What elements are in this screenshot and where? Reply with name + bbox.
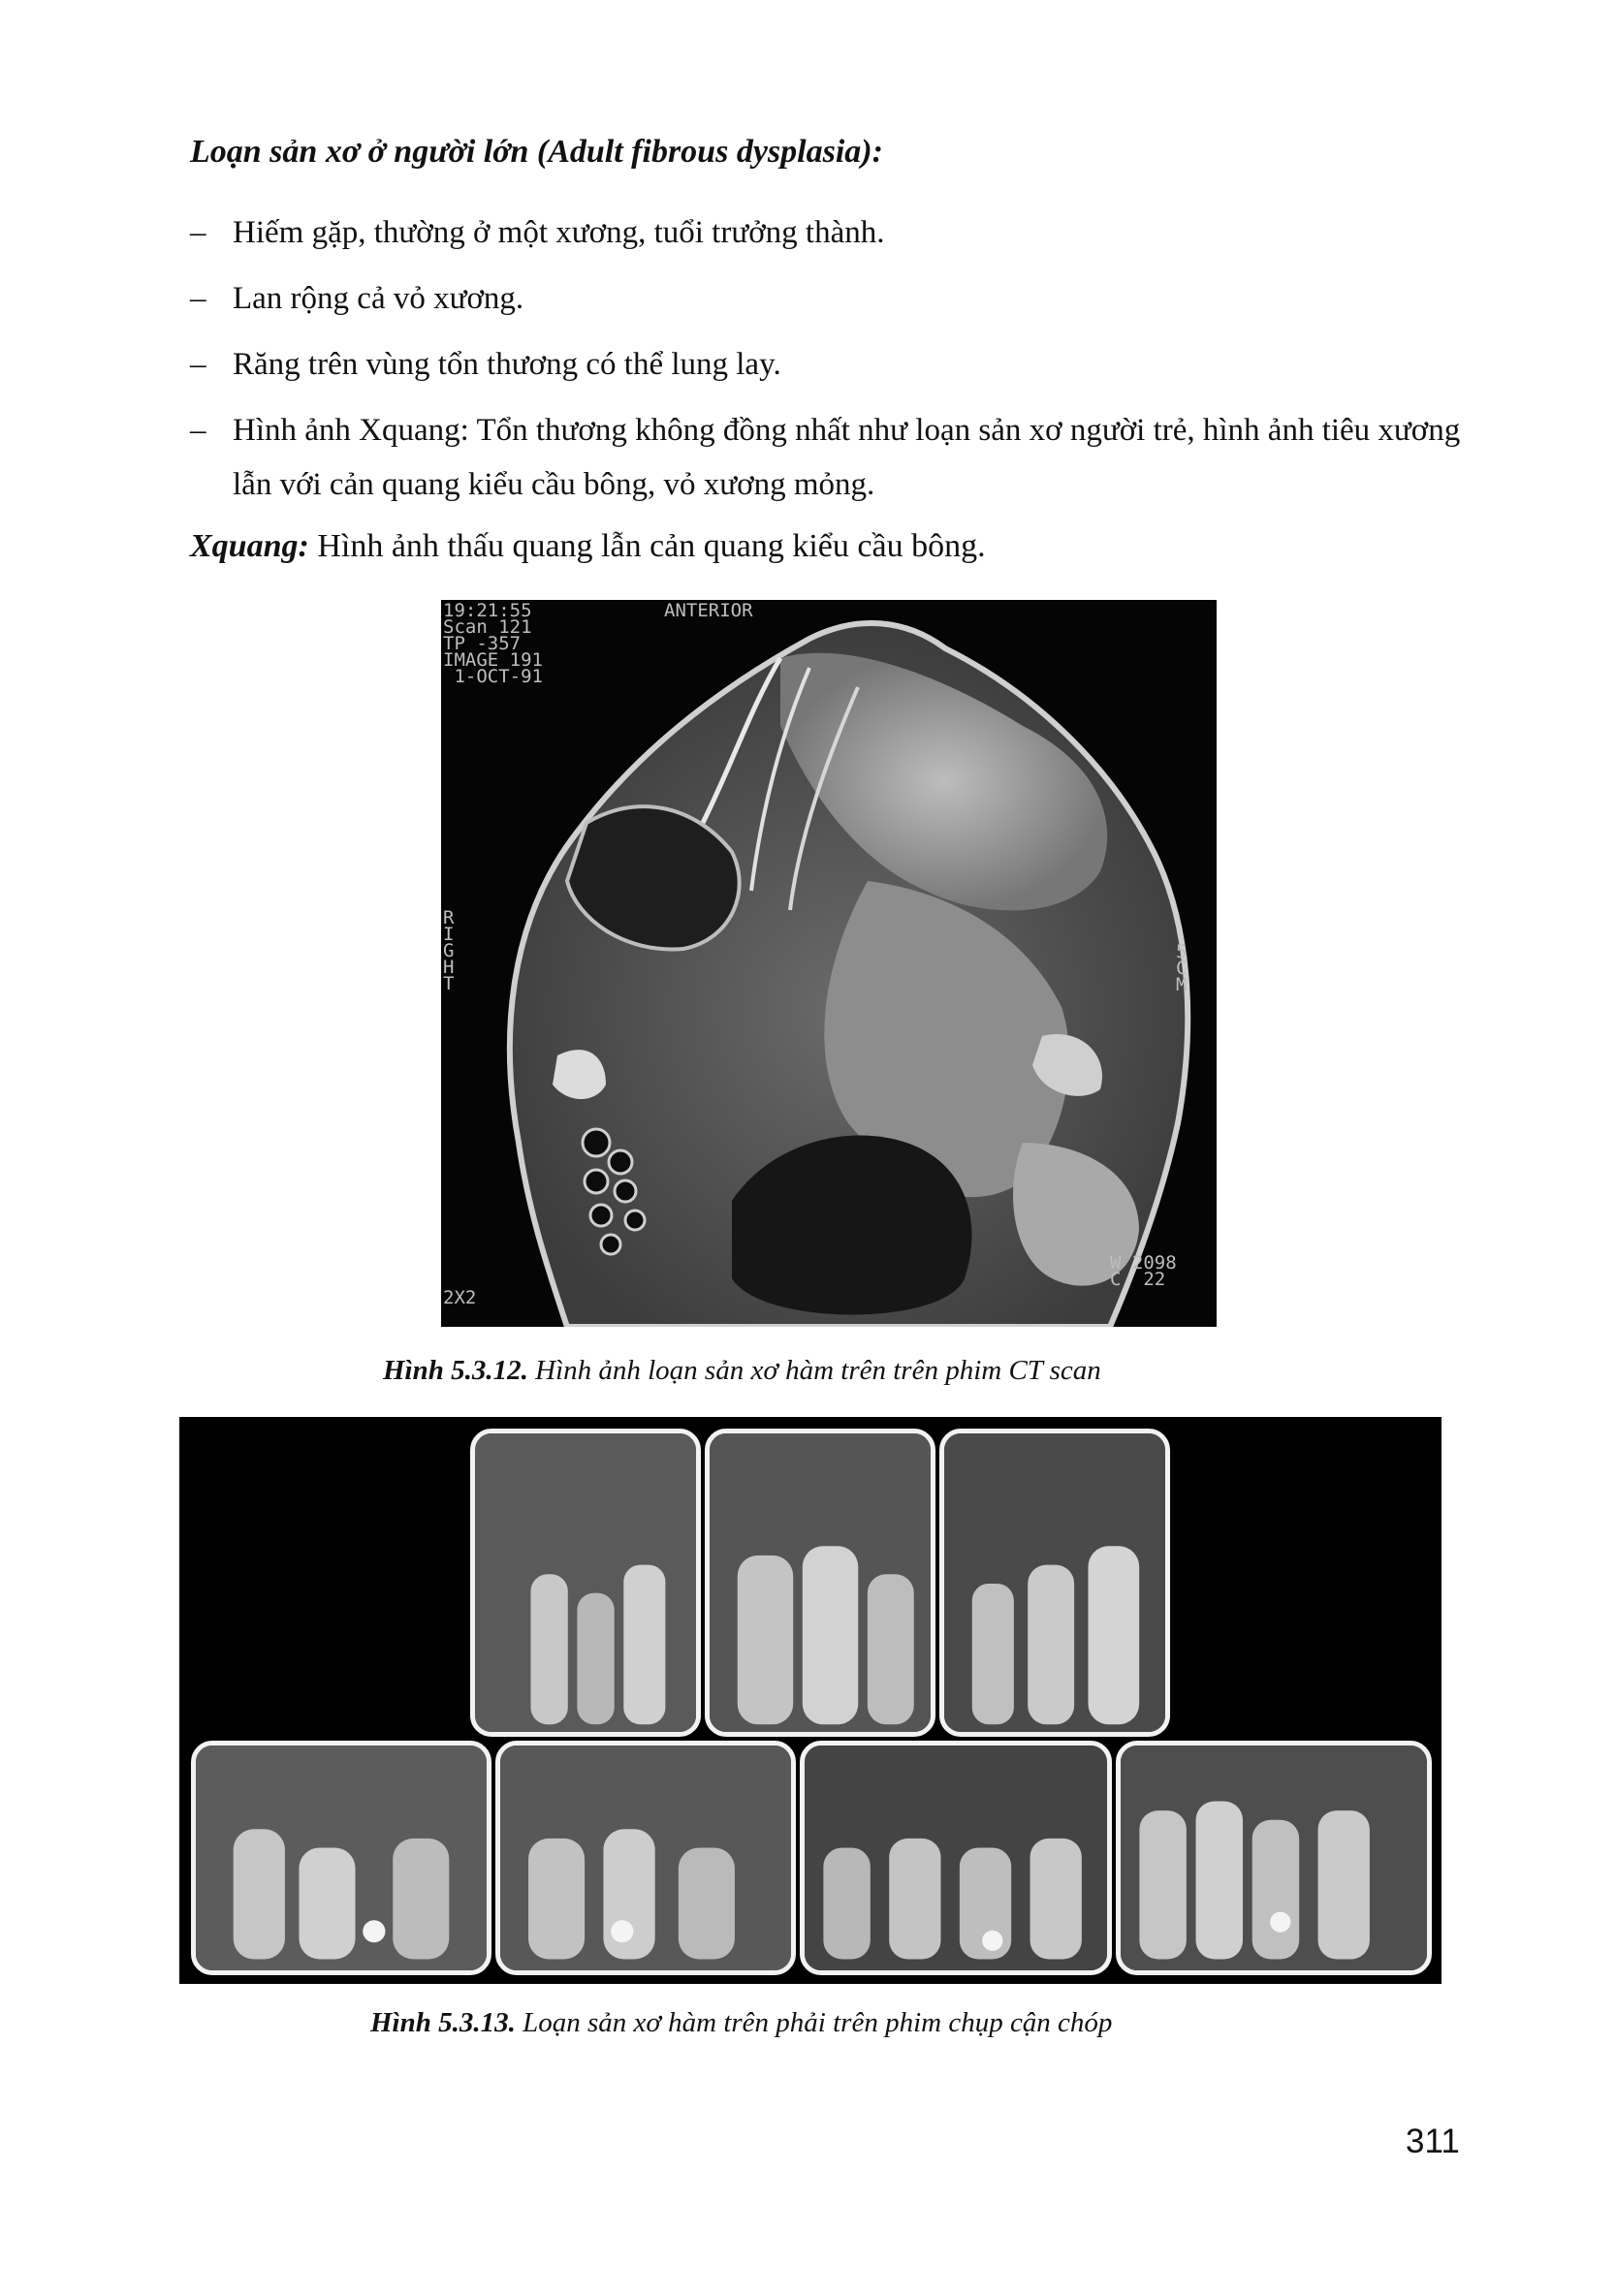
caption-text: Loạn sản xơ hàm trên phải trên phim chụp cận chóp [515,2007,1113,2038]
bullet-item [190,337,1470,392]
ct-overlay-zoom: 2X2 [443,1287,477,1308]
ct-overlay-scan-info: 19:21:55 Scan 121 TP -357 IMAGE 191 1-OCT-91 [443,600,543,687]
caption-number: Hình 5.3.12. [383,1355,528,1386]
xray-film [800,1741,1112,1975]
xray-film [470,1429,701,1737]
bullet-dash: – [190,215,206,250]
caption-number: Hình 5.3.13. [370,2007,516,2038]
page-number: 311 [1406,2123,1460,2160]
bullet-text: Lan rộng cả vỏ xương. [233,281,524,316]
xquang-label: Xquang: [190,528,309,564]
xray-film [495,1741,796,1975]
bullet-text: Hiếm gặp, thường ở một xương, tuổi trưởng thành. [233,215,885,250]
bullet-dash: – [190,281,206,316]
xray-figure-caption [370,2007,1112,2039]
periapical-xray-mosaic [179,1417,1442,1984]
bullet-text: Răng trên vùng tổn thương có thể lung lay. [233,347,781,382]
ct-overlay-scale: 5 C M [1176,941,1188,995]
section-heading: Loạn sản xơ ở người lớn (Adult fibrous dysplasia): [190,134,883,170]
xray-film [1116,1741,1432,1975]
bullet-item [190,403,1470,512]
bullet-text: Hình ảnh Xquang: Tổn thương không đồng nhất như loạn sản xơ người trẻ, hình ảnh tiêu xương lẫn với cản quang kiểu cầu bông, vỏ xương mỏng. [233,413,1461,502]
ct-overlay-anterior: ANTERIOR [664,600,753,621]
bullet-dash: – [190,413,206,448]
ct-overlay-right: R I G H T [443,907,455,994]
xquang-paragraph [190,528,986,565]
ct-scan-drawing [441,600,1217,1327]
bullet-dash: – [190,347,206,382]
xray-film [705,1429,935,1737]
ct-overlay-window: W 2098 C 22 [1110,1252,1177,1290]
bullet-item [190,205,1470,260]
xray-film [191,1741,491,1975]
xray-film [939,1429,1170,1737]
xquang-text: Hình ảnh thấu quang lẫn cản quang kiểu cầu bông. [308,528,986,564]
bullet-item [190,271,1470,326]
ct-scan-image [441,600,1217,1327]
ct-figure-caption [383,1355,1101,1387]
caption-text: Hình ảnh loạn sản xơ hàm trên trên phim CT scan [527,1355,1101,1386]
